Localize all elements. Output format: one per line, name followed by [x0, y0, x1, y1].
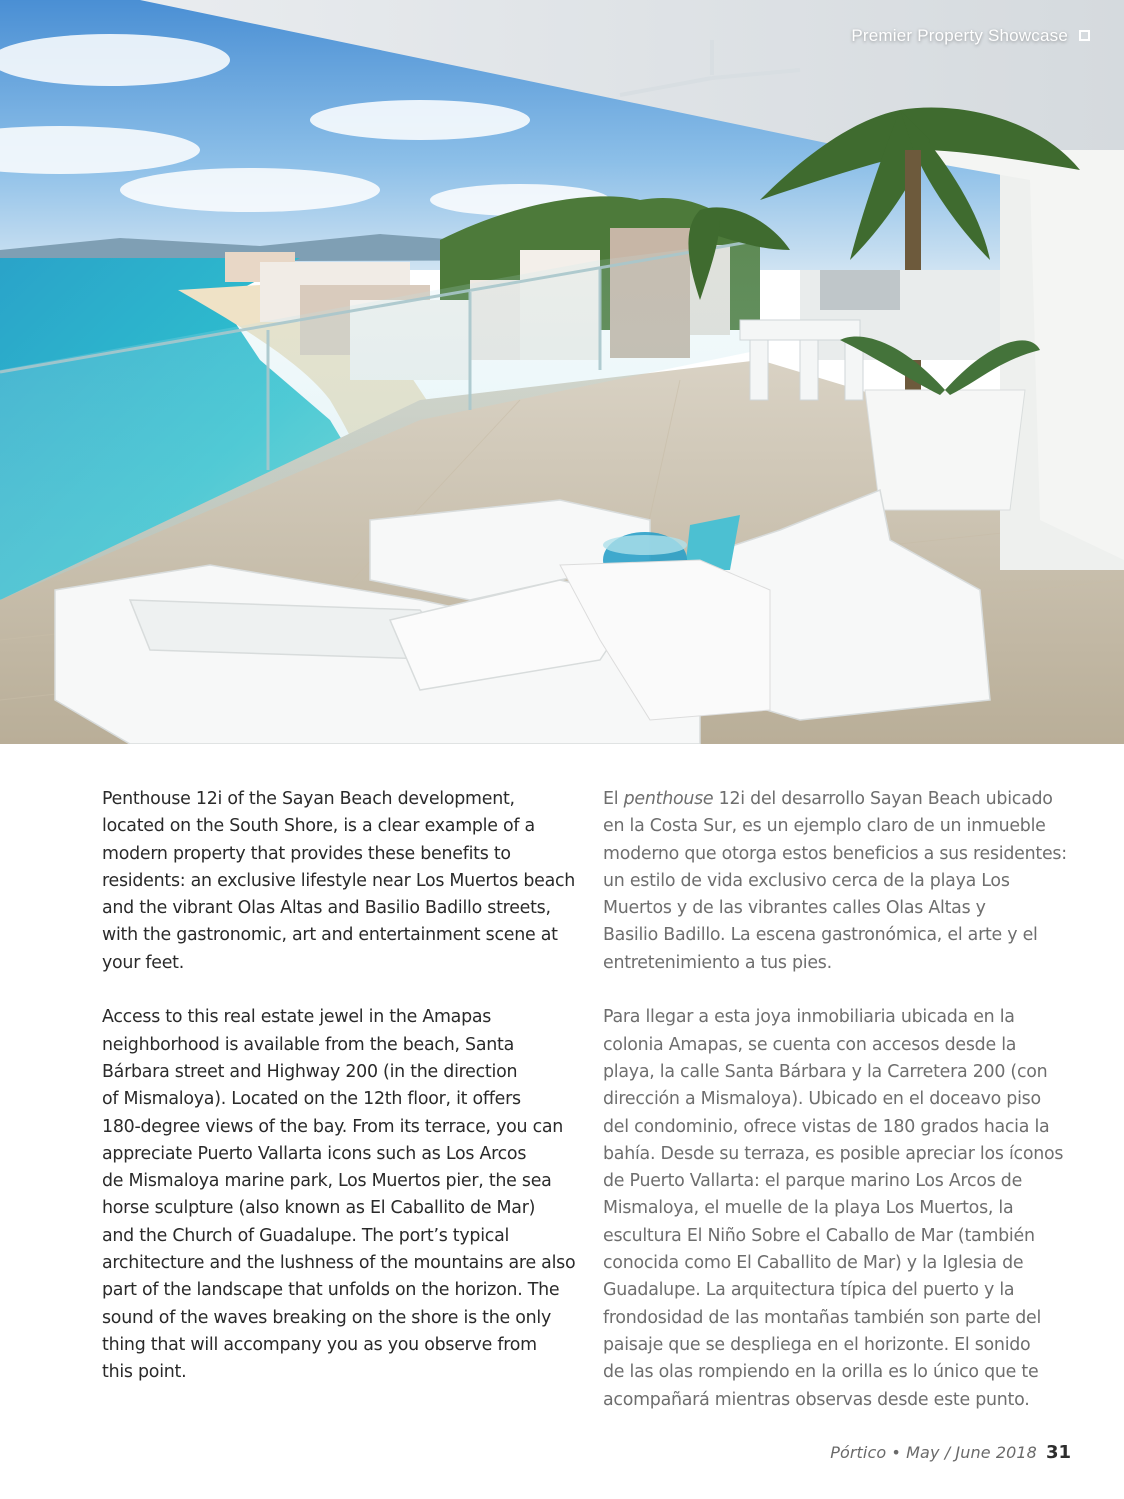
- spanish-paragraph-1: [603, 786, 1073, 977]
- english-paragraph-1: Penthouse 12i of the Sayan Beach development, located on the South Shore, is a clear example of a modern property that provides these benefits to residents: an exclusive lifestyle near Los Muertos beach and the vibrant Olas Altas and Basilio Badillo streets, with the gastronomic, art and entertainment scene at your feet.: [102, 789, 576, 973]
- page-footer: [830, 1442, 1071, 1463]
- spanish-paragraph-1-rest: 12i del desarrollo Sayan Beach ubicado en la Costa Sur, es un ejemplo claro de un inmueble moderno que otorga estos beneficios a sus residentes: un estilo de vida exclusivo cerca de la playa Los Muertos y de las vibrantes calles Olas Altas y Basilio Badillo. La escena gastronómica, el arte y el entretenimiento a tus pies.: [603, 789, 1067, 973]
- spanish-column: [603, 786, 1073, 1414]
- english-paragraph-2: Access to this real estate jewel in the Amapas neighborhood is available from the beach, Santa Bárbara street and Highway 200 (in the direction of Mismaloya). Located on the 12th floor, it offers 180-degree views of the bay. From its terrace, you can appreciate Puerto Vallarta icons such as Los Arcos de Mismaloya marine park, Los Muertos pier, the sea horse sculpture (also known as El Caballito de Mar) and the Church of Guadalupe. The port’s typical architecture and the lushness of the mountains are also part of the landscape that unfolds on the horizon. The sound of the waves breaking on the shore is the only thing that will accompany you as you observe from this point.: [102, 1007, 576, 1383]
- terrace-scene-illustration: [0, 0, 1124, 744]
- spanish-paragraph-1-italic: penthouse: [623, 789, 714, 809]
- spanish-paragraph-1-prefix: El: [603, 789, 624, 809]
- english-column: [102, 786, 582, 1387]
- section-tag-label: Premier Property Showcase: [851, 26, 1068, 45]
- hero-photo: [0, 0, 1124, 744]
- square-icon: [1079, 30, 1090, 41]
- section-tag: [851, 26, 1068, 46]
- spanish-paragraph-2: Para llegar a esta joya inmobiliaria ubicada en la colonia Amapas, se cuenta con accesos desde la playa, la calle Santa Bárbara y la Carretera 200 (con dirección a Mismaloya). Ubicado en el doceavo piso del condominio, ofrece vistas de 180 grados hacia la bahía. Desde su terraza, es posible apreciar los íconos de Puerto Vallarta: el parque marino Los Arcos de Mismaloya, el muelle de la playa Los Muertos, la escultura El Niño Sobre el Caballo de Mar (también conocida como El Caballito de Mar) y la Iglesia de Guadalupe. La arquitectura típica del puerto y la frondosidad de las montañas también son parte del paisaje que se despliega en el horizonte. El sonido de las olas rompiendo en la orilla es lo único que te acompañará mientras observas desde este punto.: [603, 1007, 1064, 1410]
- magazine-issue: Pórtico • May / June 2018: [830, 1443, 1037, 1462]
- page-number: 31: [1045, 1442, 1071, 1463]
